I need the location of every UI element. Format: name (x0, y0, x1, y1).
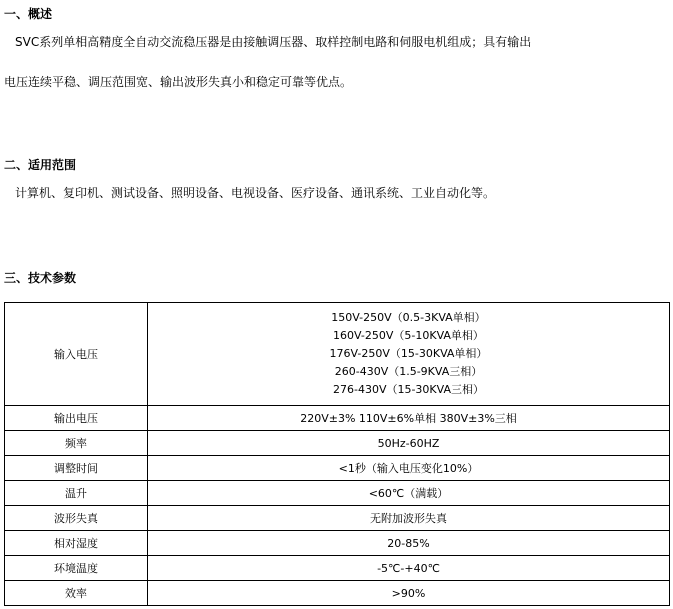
section1-heading: 一、概述 (4, 7, 53, 21)
input-voltage-range: 150V-250V（0.5-3KVA单相） (331, 311, 486, 324)
spec-value: -5℃-+40℃ (148, 556, 670, 581)
table-row (5, 303, 670, 406)
spec-label: 调整时间 (5, 456, 148, 481)
section2-heading: 二、适用范围 (4, 158, 77, 172)
spec-label-input-voltage: 输入电压 (5, 303, 148, 406)
spec-value: 20-85% (148, 531, 670, 556)
table-row (5, 431, 670, 456)
table-row (5, 456, 670, 481)
spec-value: 无附加波形失真 (148, 506, 670, 531)
input-voltage-range: 276-430V（15-30KVA三相） (332, 383, 484, 396)
spec-value: >90% (148, 581, 670, 606)
spec-value-input-voltage (148, 303, 670, 406)
section3-heading: 三、技术参数 (4, 271, 77, 285)
spec-value: <60℃（满载） (148, 481, 670, 506)
spec-value: <1秒（输入电压变化10%） (148, 456, 670, 481)
input-voltage-range: 160V-250V（5-10KVA单相） (333, 329, 484, 342)
spec-value: 50Hz-60HZ (148, 431, 670, 456)
table-row (5, 531, 670, 556)
overview-text-line2: 电压连续平稳、调压范围宽、输出波形失真小和稳定可靠等优点。 (4, 75, 353, 89)
table-row (5, 506, 670, 531)
spec-label: 频率 (5, 431, 148, 456)
spec-label: 输出电压 (5, 406, 148, 431)
input-voltage-range: 260-430V（1.5-9KVA三相） (334, 365, 483, 378)
scope-text: 计算机、复印机、测试设备、照明设备、电视设备、医疗设备、通讯系统、工业自动化等。 (15, 186, 496, 200)
table-row (5, 556, 670, 581)
table-row (5, 581, 670, 606)
table-row (5, 481, 670, 506)
spec-value: 220V±3% 110V±6%单相 380V±3%三相 (148, 406, 670, 431)
spec-label: 效率 (5, 581, 148, 606)
spec-label: 波形失真 (5, 506, 148, 531)
spec-label: 环境温度 (5, 556, 148, 581)
spec-table (4, 302, 670, 606)
table-row (5, 406, 670, 431)
spec-label: 相对湿度 (5, 531, 148, 556)
input-voltage-range: 176V-250V（15-30KVA单相） (329, 347, 488, 360)
overview-text-line1: SVC系列单相高精度全自动交流稳压器是由接触调压器、取样控制电路和伺服电机组成；具有输出 (15, 35, 532, 49)
spec-label: 温升 (5, 481, 148, 506)
